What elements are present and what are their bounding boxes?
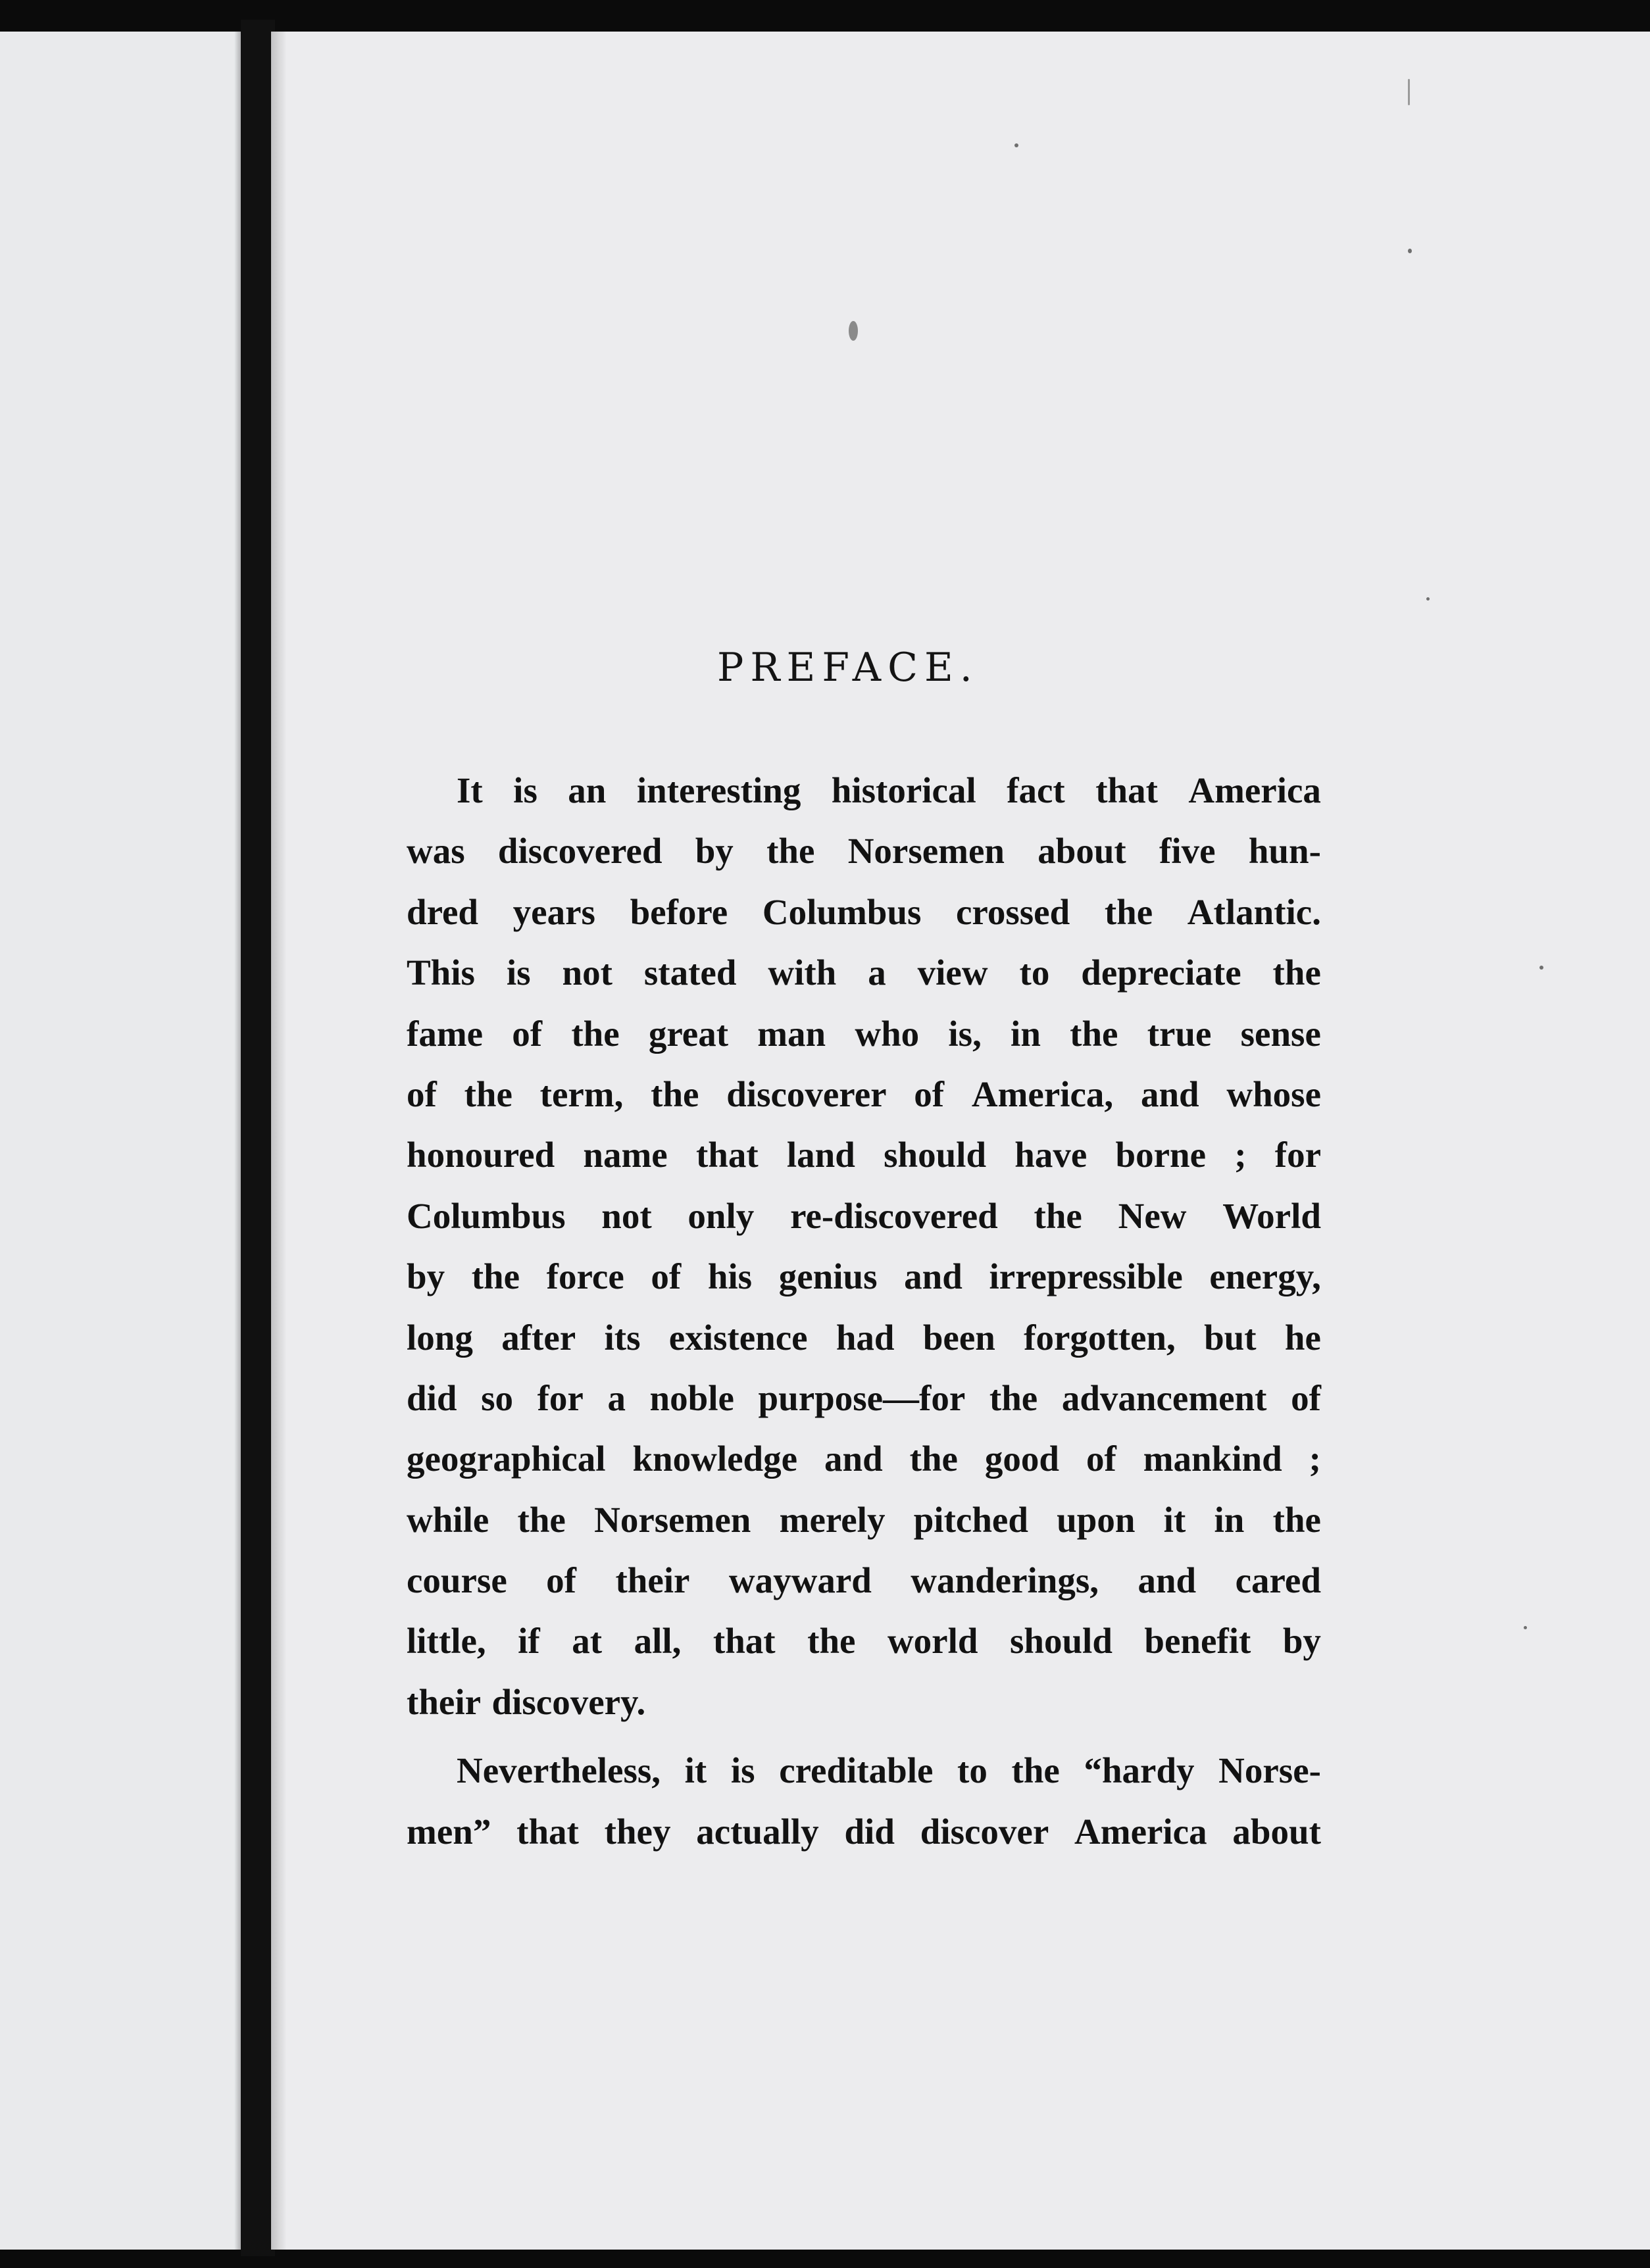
word: America: [1074, 1811, 1207, 1852]
word: of: [1086, 1439, 1116, 1479]
word: historical: [831, 770, 976, 810]
word: the: [1011, 1750, 1060, 1791]
word: their: [407, 1681, 482, 1722]
word: is: [513, 770, 538, 810]
word: it: [684, 1750, 707, 1791]
word: all,: [634, 1621, 682, 1662]
word: of: [512, 1013, 543, 1054]
word: little,: [407, 1621, 486, 1662]
word: noble: [649, 1377, 734, 1418]
word: with: [768, 952, 837, 993]
word: Norsemen: [594, 1499, 751, 1540]
text-line: [407, 1750, 1321, 1810]
word: man: [757, 1013, 826, 1054]
word: in: [1214, 1499, 1245, 1540]
word: forgotten,: [1024, 1317, 1176, 1358]
word: after: [501, 1317, 576, 1358]
word: the: [571, 1013, 620, 1054]
word: have: [1014, 1135, 1088, 1175]
word: America,: [971, 1073, 1114, 1114]
word: he: [1284, 1317, 1321, 1358]
word: honoured: [407, 1135, 555, 1175]
word: to: [1019, 952, 1050, 993]
word: so: [481, 1377, 513, 1418]
text-line: [407, 1317, 1321, 1377]
word: of: [1291, 1377, 1321, 1418]
word: the: [517, 1499, 566, 1540]
word: the: [1104, 891, 1153, 932]
word: World: [1222, 1195, 1321, 1236]
word: the: [807, 1621, 856, 1662]
text-line: [407, 1438, 1321, 1498]
word: only: [688, 1195, 755, 1236]
word: America: [1188, 770, 1321, 810]
word: should: [1009, 1621, 1112, 1662]
text-line: [407, 1073, 1321, 1134]
word: a: [607, 1377, 626, 1418]
word: whose: [1226, 1073, 1321, 1114]
word: Nevertheless,: [457, 1750, 661, 1791]
word: world: [887, 1621, 978, 1662]
word: upon: [1057, 1499, 1136, 1540]
word: by: [407, 1256, 445, 1297]
word: true: [1147, 1013, 1212, 1054]
word: “hardy: [1084, 1750, 1195, 1791]
word: purpose—for: [758, 1377, 966, 1418]
word: years: [512, 891, 595, 932]
text-line: [407, 1013, 1321, 1073]
scan-speck: [1426, 597, 1430, 601]
word: its: [604, 1317, 641, 1358]
word: the: [651, 1073, 699, 1114]
word: who: [855, 1013, 920, 1054]
word: genius: [778, 1256, 878, 1297]
word: his: [707, 1256, 753, 1297]
word: and: [1140, 1073, 1199, 1114]
word: depreciate: [1081, 952, 1241, 993]
text-line: [407, 1377, 1321, 1438]
word: long: [407, 1317, 473, 1358]
word: about: [1232, 1811, 1321, 1852]
scan-speck: [1014, 143, 1018, 147]
word: New: [1118, 1195, 1187, 1236]
scan-speck: [1539, 966, 1543, 970]
word: It: [457, 770, 483, 810]
word: Atlantic.: [1187, 891, 1321, 932]
word: re-discovered: [790, 1195, 998, 1236]
word: energy,: [1209, 1256, 1321, 1297]
text-line: [407, 1134, 1321, 1195]
word: merely: [779, 1499, 886, 1540]
word: term,: [539, 1073, 624, 1114]
word: fame: [407, 1013, 484, 1054]
word: pitched: [913, 1499, 1028, 1540]
left-blank-page: [0, 32, 241, 2250]
word: in: [1011, 1013, 1041, 1054]
word: is,: [948, 1013, 982, 1054]
word: the: [464, 1073, 512, 1114]
word: Norsemen: [847, 831, 1005, 872]
word: did: [407, 1377, 457, 1418]
word: the: [909, 1439, 958, 1479]
word: a: [868, 952, 886, 993]
word: about: [1038, 831, 1126, 872]
word: hun-: [1248, 831, 1321, 872]
word: that: [1095, 770, 1158, 810]
text-line: [407, 770, 1321, 830]
word: view: [917, 952, 988, 993]
word: Columbus: [762, 891, 922, 932]
word: This: [407, 952, 475, 993]
word: to: [957, 1750, 988, 1791]
word: that: [712, 1621, 776, 1662]
word: but: [1204, 1317, 1257, 1358]
text-line: [407, 1681, 1321, 1742]
word: of: [914, 1073, 945, 1114]
word: was: [407, 831, 465, 872]
word: cared: [1235, 1560, 1321, 1601]
word: before: [630, 891, 728, 932]
word: geographical: [407, 1439, 606, 1479]
word: the: [766, 831, 815, 872]
word: great: [648, 1013, 729, 1054]
word: Columbus: [407, 1195, 566, 1236]
word: discover: [920, 1811, 1049, 1852]
word: men”: [407, 1811, 491, 1852]
word: actually: [696, 1811, 819, 1852]
word: stated: [643, 952, 737, 993]
text-line: [407, 1499, 1321, 1560]
text-line: [407, 1620, 1321, 1681]
word: good: [984, 1439, 1059, 1479]
word: for: [1274, 1135, 1321, 1175]
text-line: [407, 1811, 1321, 1871]
word: of: [407, 1073, 437, 1114]
text-line: [407, 1256, 1321, 1316]
word: the: [1070, 1013, 1118, 1054]
word: irrepressible: [989, 1256, 1183, 1297]
word: Norse-: [1218, 1750, 1321, 1791]
word: borne: [1115, 1135, 1206, 1175]
page-title: PREFACE.: [717, 645, 979, 691]
word: five: [1159, 831, 1216, 872]
word: and: [904, 1256, 963, 1297]
word: is: [506, 952, 531, 993]
text-line: [407, 1560, 1321, 1620]
word: and: [824, 1439, 883, 1479]
word: land: [786, 1135, 855, 1175]
word: by: [1282, 1621, 1321, 1662]
word: did: [844, 1811, 895, 1852]
word: that: [695, 1135, 759, 1175]
text-line: [407, 891, 1321, 952]
scan-speck: [1524, 1626, 1527, 1629]
word: not: [601, 1195, 652, 1236]
body-text: [407, 770, 1321, 1871]
word: existence: [668, 1317, 808, 1358]
word: it: [1163, 1499, 1186, 1540]
word: if: [518, 1621, 540, 1662]
text-line: [407, 1195, 1321, 1256]
word: the: [471, 1256, 520, 1297]
word: wanderings,: [911, 1560, 1099, 1601]
word: for: [537, 1377, 584, 1418]
text-line: [407, 952, 1321, 1012]
word: of: [546, 1560, 576, 1601]
scan-speck: [1408, 79, 1410, 105]
word: they: [604, 1811, 671, 1852]
word: the: [1272, 1499, 1321, 1540]
word: at: [572, 1621, 603, 1662]
word: by: [695, 831, 734, 872]
word: and: [1138, 1560, 1197, 1601]
scan-speck: [849, 321, 858, 341]
word: sense: [1240, 1013, 1321, 1054]
word: not: [562, 952, 612, 993]
word: should: [884, 1135, 987, 1175]
word: an: [568, 770, 607, 810]
word: the: [1034, 1195, 1082, 1236]
word: fact: [1007, 770, 1065, 810]
word: of: [651, 1256, 682, 1297]
word: ;: [1309, 1439, 1321, 1479]
word: ;: [1234, 1135, 1247, 1175]
word: the: [989, 1377, 1038, 1418]
word: benefit: [1144, 1621, 1251, 1662]
word: knowledge: [632, 1439, 798, 1479]
word: discovery.: [491, 1681, 646, 1722]
word: had: [836, 1317, 895, 1358]
scan-speck: [1408, 249, 1412, 253]
word: is: [730, 1750, 755, 1791]
word: force: [546, 1256, 624, 1297]
text-line: [407, 830, 1321, 891]
word: discoverer: [726, 1073, 887, 1114]
word: while: [407, 1499, 489, 1540]
word: discovered: [497, 831, 662, 872]
word: dred: [407, 891, 479, 932]
word: course: [407, 1560, 507, 1601]
word: creditable: [779, 1750, 934, 1791]
word: crossed: [956, 891, 1070, 932]
word: been: [922, 1317, 995, 1358]
word: wayward: [728, 1560, 872, 1601]
word: their: [615, 1560, 690, 1601]
word: name: [583, 1135, 668, 1175]
book-gutter: [241, 20, 275, 2256]
word: interesting: [636, 770, 801, 810]
word: the: [1272, 952, 1321, 993]
word: that: [516, 1811, 579, 1852]
word: mankind: [1143, 1439, 1282, 1479]
word: advancement: [1061, 1377, 1267, 1418]
